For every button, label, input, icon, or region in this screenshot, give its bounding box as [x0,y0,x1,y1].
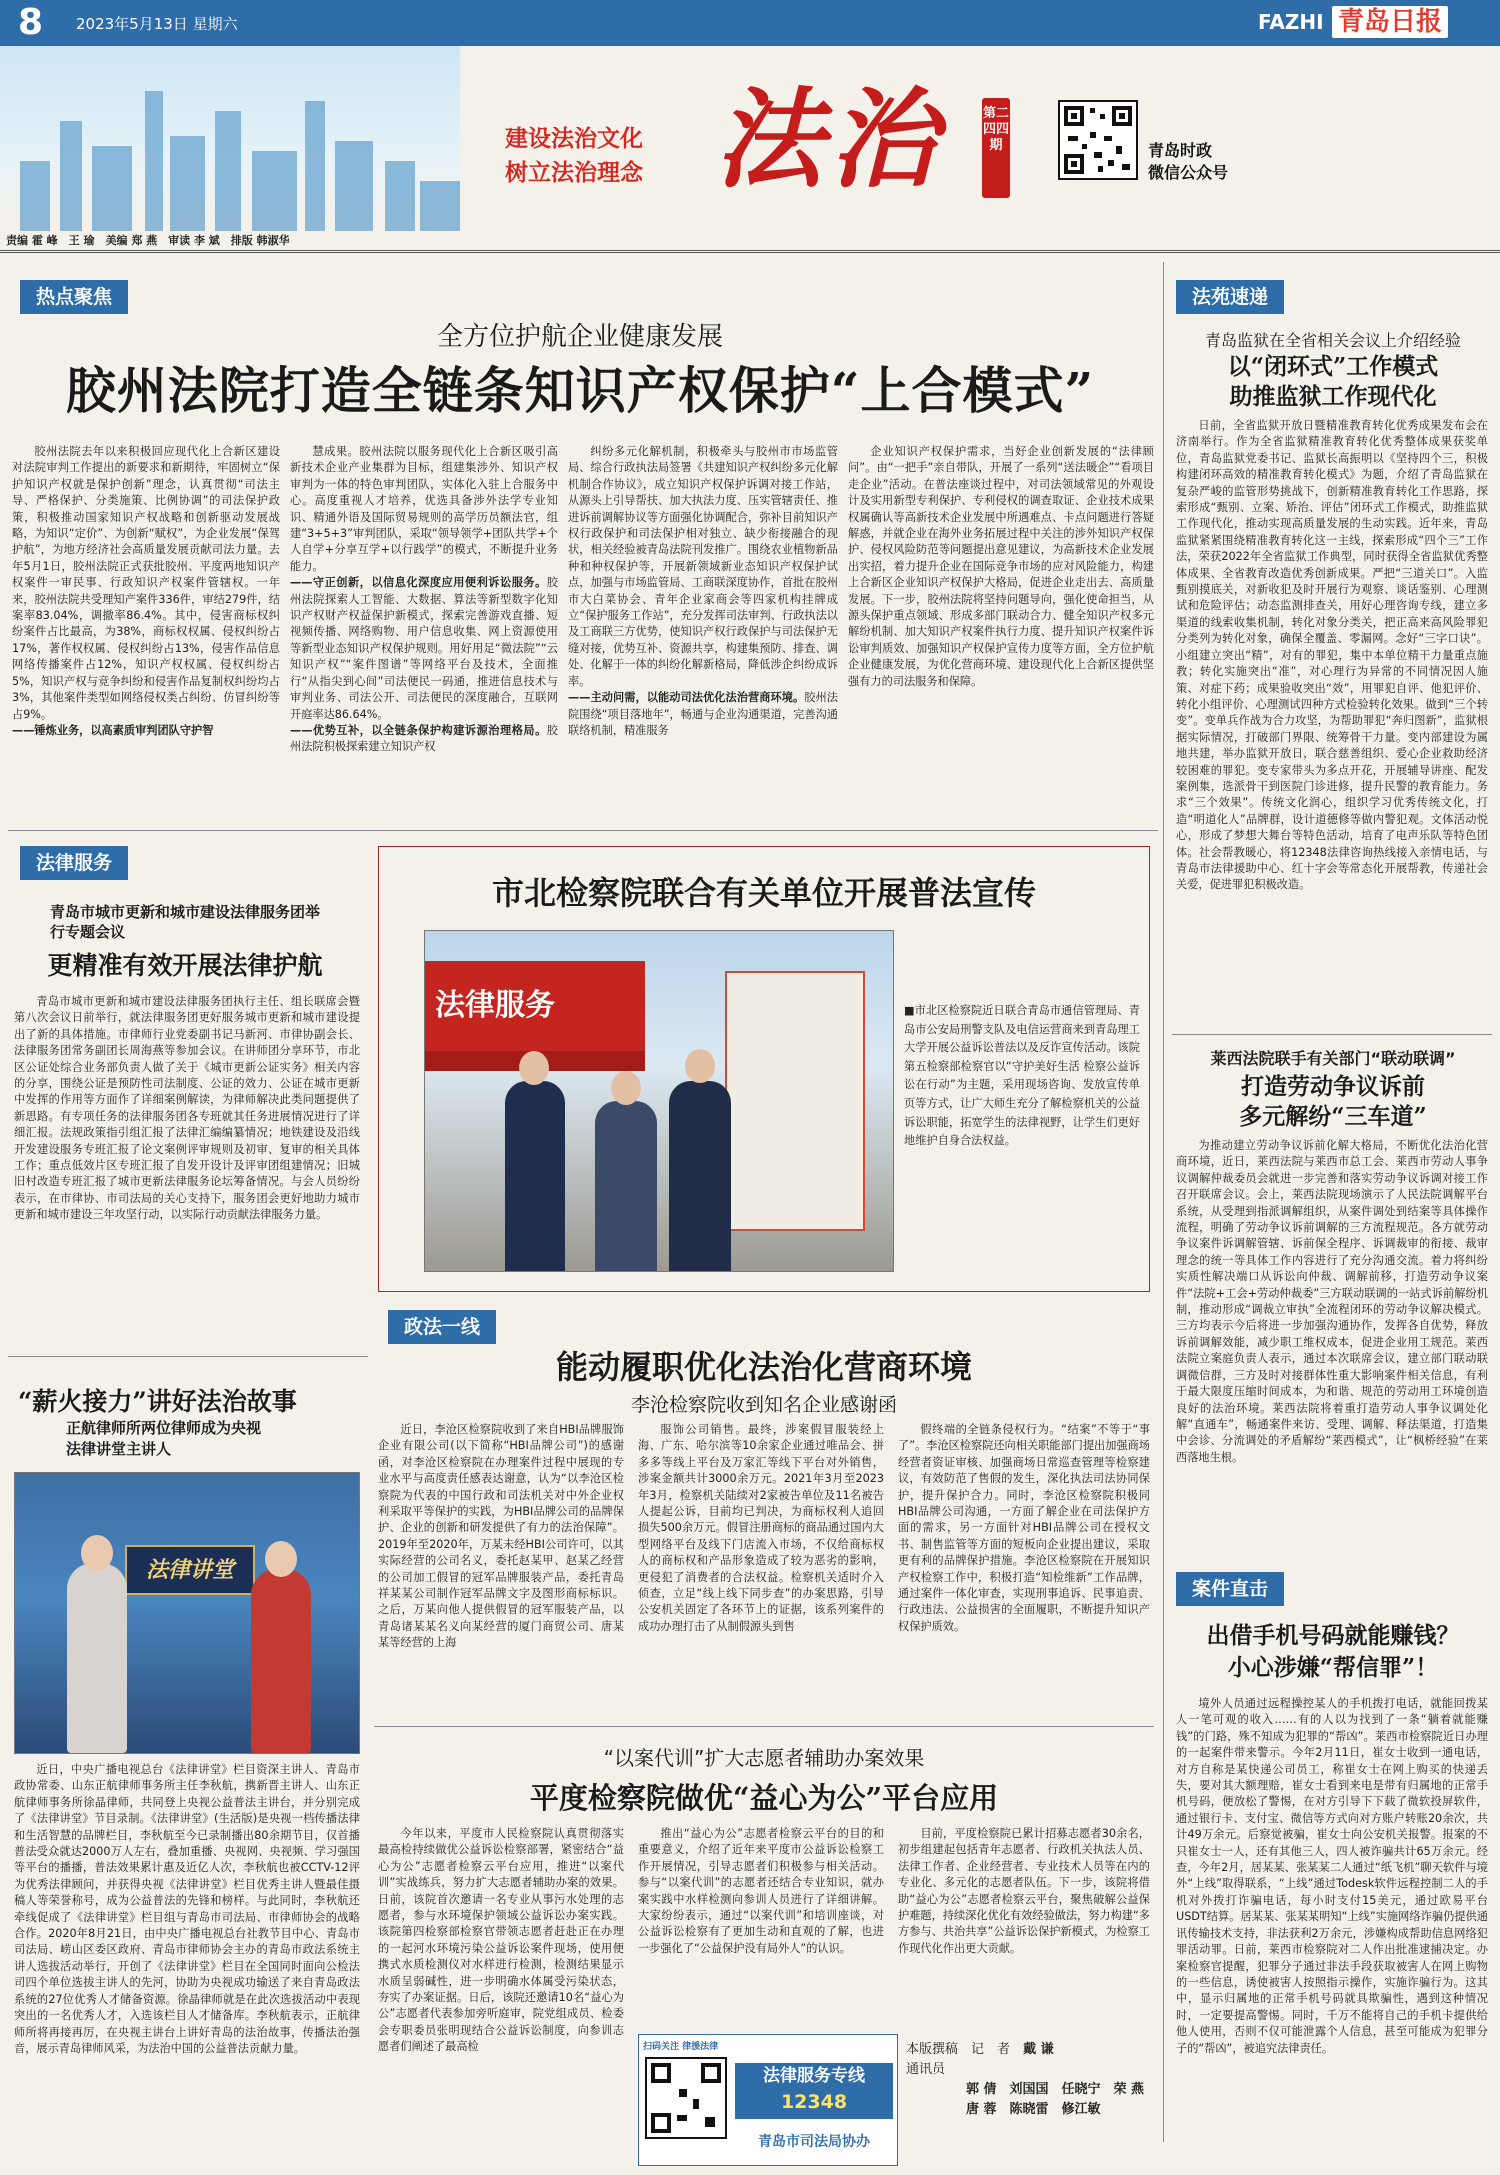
tag-hot-focus: 热点聚焦 [20,280,128,314]
student [595,1101,657,1272]
hotline-panel: 法律服务专线 12348 [735,2063,893,2119]
hotline-banner [638,2034,898,2166]
page-number: 8 [18,2,44,43]
contributors: 本版撰稿 记 者 戴 谦 通讯员 郭 倩 刘国国 任晓宁 荣 燕 唐 蓉 陈晓雷 修江敏 [906,2042,1158,2117]
pingdu-subtitle: “以案代训”扩大志愿者辅助办案效果 [603,1746,925,1770]
frontline-column-2: 服饰公司销售。最终，涉案假冒服装经上海、广东、哈尔滨等10余家企业通过唯品会、拼多多等线上平台及万家汇等线下平台对外销售，涉案金额共计3000余万元。2021年3月至2023年3月，检察机关陆续对2家被告单位及11名被告人提起公诉，目前均已判决，为商标权利人追回损失500余万元。假冒注册商标的商品通过国内大型网络平台及线下门店流入市场，不仅给商标权人的商标权和产品形象造成了较为恶劣的影响，更侵犯了消费者的合法权益。检察机关适时介入侦查，立足“线上线下同步查”的办案思路，引导公安机关固定了各环节上的证据，该系列案件的成功办理打击了从制假源头到售 [638,1423,884,1633]
prosecutor-1 [505,1081,565,1271]
tent-banner: 法律服务 [425,961,645,1051]
service-title: 更精准有效开展法律护航 [47,951,323,980]
editors-credit: 责编 霍 峰 王 瑜 美编 郑 燕 审读 李 斌 排版 韩淑华 [6,234,290,247]
story-title: “薪火接力”讲好法治故事 [18,1387,297,1416]
tag-legal-service: 法律服务 [20,846,128,880]
service-body: 青岛市城市更新和城市建设法律服务团执行主任、组长联席会暨第八次会议日前举行，就法律服务团更好服务城市更新和城市建设提出了新的具体措施。市律师行业党委副书记马新河、市律协副会长、法律服务团常务副团长周海燕等参加会议。在讲师团分享环节，市北区公证处综合业务部负责人做了关于《城市更新公证实务》相关内容的分享，围绕公证是预防性司法制度、公证的效力、公证在城市更新中发挥的作用等方面作了详细案例解读，为律师解决此类问题提供了新思路。有专项任务的法律服务团各专班就其任务进展情况进行了详细汇报。法规政策指引组汇报了法律汇编编纂情况；地铁建设及沿线开发建设服务专班汇报了论文案例评审规则及初审、复审的相关具体工作；重点低效片区专班汇报了自发开设计及评审团组建情况；旧城旧村改造专班汇报了城市更新法律服务论坛筹备情况。与会人员纷纷表示，在市律协、市司法局的关心支持下，服务团会更好地助力城市更新和城市建设三年攻坚行动，以实际行动贡献法律服务力量。 [14,995,360,1222]
service-divider [8,1356,368,1357]
presenter-left [67,1563,127,1753]
case-title: 出借手机号码就能赚钱？ 小心涉嫌“帮信罪”！ [1206,1622,1460,1681]
paper-logo: 青岛日报 [1332,6,1448,38]
lead-subtitle: 全方位护航企业健康发展 [436,322,723,352]
masthead-title: 法治 [715,77,944,203]
frontline-title: 能动履职优化法治化营商环境 [555,1348,972,1386]
story-photo [14,1472,360,1754]
lead-column-4: 企业知识产权保护需求，当好企业创新发展的“法律顾问”。由“一把手”亲自带队，开展了一系列“送法暖企”“看项目 走企业”活动。在普法座谈过程中，对司法领域常见的外观设计及实用新型专利保护、专利侵权的调查取证、企业技术成果权属确认等高新技术企业发展中所遇难点、卡点问题进行答疑解惑，并就企业在海外业务拓展过程中关注的涉外知识产权保护、侵权风险防范等问题提出意见建议，为高新技术企业发展出实招，着力提升企业在国际竞争市场的应对风险能力，构建上合新区企业知识产权保护大格局，促进企业走出去、高质量发展。下一步，胶州法院将坚持问题导向，强化使命担当，从源头保护重点领域、形成多部门联动合力、健全知识产权多元解纷机制、加大知识产权案件执行力度、提升知识产权案件诉讼审判质效、加强知识产权保护宣传力度等方面，全方位护航企业健康发展，为优化营商环境、建设现代化上合新区提供坚强有力的司法服务和保障。 [848,445,1154,688]
hotline-org: 青岛市司法局协办 [758,2134,870,2150]
masthead-slogan: 建设法治文化 树立法治理念 [505,126,643,186]
lead-column-3: 纠纷多元化解机制，积极牵头与胶州市市场监管局、综合行政执法局签署《共建知识产权纠纷多元化解机制合作协议》，成立知识产权保护诉调对接工作站，从源头上引导帮扶、加大执法力度、压实管辖责任、推进诉前调解协议等方面强化协调配合，弥补目前知识产权行政保护和司法保护相对独立、缺少衔接融合的现状，相关经验被青岛法院刊发推广。围绕农业植物新品种和种权保护等，开展新领域新业态知识产权保护试点，加强与市场监管局、工商联深度协作，首批在胶州市大白菜协会、青年企业家商会等四家机构挂牌成立“保护服务工作站”，充分发挥司法审判、行政执法以及工商联三方优势，使知识产权行政保护与司法保护无缝对接，优势互补、资源共享，构建集预防、排查、调处、化解于一体的纠纷化解新格局，降低涉企纠纷成诉率。 ——主动问需，以能动司法优化法治营商环境。胶州法院围绕“项目落地年”，畅通与企业沟通渠道，完善沟通联络机制，精准服务 [568,445,838,737]
service-lead: 青岛市城市更新和城市建设法律服务团举行专题会议 [50,903,321,941]
lead-column-1: 胶州法院去年以来积极回应现代化上合新区建设对法院审判工作提出的新要求和新期待，牢固树立“保护知识产权就是保护创新”理念，认真贯彻“司法主导、严格保护、分类施策、比例协调”的司法保护政策，积极推动国家知识产权战略和创新驱动发展战略，为知识“定价”、为创新“赋权”，为企业发展“保驾护航”，为地方经济社会高质量发展贡献司法力量。去年5月1日，胶州法院正式获批胶州、平度两地知识产权案件一审民事、行政知识产权案件管辖权。一年来，胶州法院共受理知产案件336件，审结279件，结案率83.04%，调撤率86.4%。其中，侵害商标权纠纷案件占比最高，为38%，商标权权属、侵权纠纷占17%，著作权权属、侵权纠纷占13%，侵害作品信息网络传播案件占12%，知识产权权属、侵权纠纷占5%，知识产权与竞争纠纷和侵害作品复制权纠纷均占3%，其他案件类型如网络侵权类占纠纷、仿冒纠纷等占9%。 ——锤炼业务，以高素质审判团队守护智 [12,445,280,737]
feature-caption: ■市北区检察院近日联合青岛市通信管理局、青岛市公安局刑警支队及电信运营商来到青岛理工大学开展公益诉讼普法以及反诈宣传活动。该院第五检察部检察官以“守护美好生活 检察公益诉讼在行动”为主题，采用现场咨询、发放宣传单页等方式，让广大师生充分了解检察机关的公益诉讼职能，拓宽学生的法律视野，让学生们更好地维护自身合法权益。 [904,1004,1140,1148]
story-lead: 正航律师所两位律师成为央视 法律讲堂主讲人 [66,1419,262,1458]
wechat-label: 青岛时政 微信公众号 [1148,141,1229,182]
tag-legal-express: 法苑速递 [1176,280,1284,314]
frontline-column-3: 假终端的全链条侵权行为。“结案”不等于“事了”。李沧区检察院还向相关职能部门提出加强商场经营者资证审核、加强商场日常巡查管理等检察建议，有效防范了售假的发生，深化执法司法协同保护，提升保护合力。同时，李沧区检察院积极同HBI品牌公司沟通，一方面了解企业在司法保护方面的需求，另一方面针对HBI品牌公司在授权文书、制售监管等方面的短板向企业提出建议，采取更有利的品牌保护措施。李沧区检察院在开展知识产权检察工作中，积极打造“知检维新”工作品牌，通过案件一体化审查，实现刑事追诉、民事追责、行政违法、公益损害的全面履职，不断提升知识产权保护质效。 [898,1423,1150,1633]
masthead-divider [0,250,1500,253]
express-body: 日前，全省监狱开放日暨精准教育转化优秀成果发布会在济南举行。作为全省监狱精准教育转化优秀整体成果获奖单位，青岛监狱党委书记、监狱长高振明以《坚持四个三，积极构建闭环高效的精准教育转化模式》为题，介绍了青岛监狱在复杂严峻的监管形势挑战下，创新精准教育转化工作思路，探索形成“甄别、立案、矫治、评估”闭环式工作模式，助推监狱工作现代化，推动实现高质量发展的生动实践。近年来，青岛监狱紧紧围绕精准教育转化这一主线，探索形成“四个三”工作法，荣获2022年全省监狱工作典型，同时获得全省监狱优秀整体成果、全省教育改造优秀创新成果。严把“三道关口”。入监甄别摸底关，对新收犯及时开展行为观察、谈话鉴别、心理测试和危险评估；动态监测排查关，用好心理咨询专线，建立多渠道的线索收集机制，转化对象分类关，把正高来高风险罪犯分类列为转化对象，确保全覆盖、零漏网。念好“三字口诀”。小组建立突出“精”，对有的罪犯，集中本单位精干力量重点施教；转化实施突出“准”，对心理行为异常的不同情况因人施策、对症下药；成果验收突出“效”，用罪犯自评、他犯评价、转化小组评价、心理测试四种方式检验转化效果。做到“三个转变”。变单兵作战为合力攻坚，为帮助罪犯“奔归图新”，监狱根据实际情况，打破部门界限、统筹骨干力量。变内部建设为属地共建，举办监狱开放日，联合慈善组织、爱心企业救助经济较困难的罪犯。变专家带头为多点开花，开展辅导讲座、配发案例集，选派骨干到医院门诊进修，提升民警的教育能力。务求“三个效果”。传统文化润心，组织学习优秀传统文化，打造“明道化人”品牌群，设计道德修等做内警犯观。文体活动悦心，形成了梦想大舞台等特色活动，培育了电声乐队等特色团体。社会帮教暖心，将12348法律咨询热线接入亲情电话，与青岛市法律援助中心、红十字会等常态化开展帮教，传递社会关爱，促进罪犯积极改造。 [1176,419,1488,892]
issue-date: 2023年5月13日 星期六 [76,15,238,33]
right-column-divider [1163,262,1164,2142]
express-lead-2: 莱西法院联手有关部门“联动联调” [1210,1049,1456,1068]
express-title-2: 打造劳动争议诉前 多元解纷“三车道” [1239,1073,1427,1130]
lead-title: 胶州法院打造全链条知识产权保护“上合模式” [65,361,1095,420]
tv-show-sign: 法律讲堂 [125,1545,255,1595]
issue-number: 第二四四期 [982,98,1010,198]
express-body-2: 为推动建立劳动争议诉前化解大格局，不断优化法治化营商环境，近日，莱西法院与莱西市总工会、莱西市劳动人事争议调解仲裁委员会就进一步完善和落实劳动争议诉调对接工作召开联席会议。会上，莱西法院现场演示了人民法院调解平台系统，从受理到指派调解组织，从案件调处到结案等具体操作流程，明确了劳动争议诉前调解的三方流程规范。各方就劳动争议案件诉调解管辖、诉前保全程序、诉调裁审的衔接、裁审理念的统一等具体工作内容进行了充分沟通交流。着力将纠纷实质性解决端口从诉讼向仲裁、调解前移，打造劳动争议案件“法院+工会+劳动仲裁委”三方联动联调的一站式诉前解纷机制，推动形成“调裁立审执”全流程闭环的劳动争议解决模式。三方均表示今后将进一步加强沟通协作，发挥各自优势，释放诉前调解效能，减少职工维权成本，促进企业用工规范。莱西法院立案庭负责人表示，通过本次联席会议，建立部门联动联调微信群，三方及时对接群体性重大影响案件相关信息，有利于最大限度压缩时间成本，为和谐、规范的劳动用工环境创造良好的法治环境。莱西法院将着重打造劳动人事争议调处化解“直通车”，畅通案件来访、受理、调解、释法渠道，打造集中会诊、分流调处的矛盾解纷“莱西模式”，让“枫桥经验”在莱西落地生根。 [1176,1139,1488,1464]
case-body: 境外人员通过远程操控某人的手机拨打电话，就能回拨某人一笔可观的收入……有的人以为找到了一条“躺着就能赚钱”的门路，殊不知成为犯罪的“帮凶”。莱西市检察院近日办理的一起案件带来警示。今年2月11日，崔女士收到一通电话，对方自称是某快递公司员工，称崔女士在网上购买的快递丢失，要对其大额理赔，崔女士看到来电是带有归属地的正常手机号码，便放松了警惕，在对方引导下下载了微软投屏软件，通过银行卡、支付宝、微信等方式向对方账户转账20余次，共计49万余元。后察觉被骗，崔女士向公安机关报警。报案的不只崔女士一人，还有其他三人，四人被诈骗共计65万余元。经查，今年2月，居某某、张某某二人通过“纸飞机”聊天软件与境外“上线”取得联系，“上线”通过Todesk软件远程控制二人的手机对外拨打诈骗电话，每小时支付15美元，通过欧易平台USDT结算。居某某、张某某明知“上线”实施网络诈骗仍提供通讯传输技术支持，非法获利2万余元，涉嫌构成帮助信息网络犯罪活动罪。日前，莱西市检察院对二人作出批准逮捕决定。办案检察官提醒，犯罪分子通过非法手段获取被害人在网上购物的一些信息，诱使被害人按照指示操作，实施诈骗行为。这其中，显示归属地的正常手机号码就具欺骗性，遇到这种情况时，一定要提高警惕。同时，千万不能将自己的手机卡提供给他人使用，否则不仅可能泄露个人信息，甚至可能成为犯罪分子的“帮凶”，被追究法律责任。 [1176,1697,1488,2055]
presenter-right [251,1569,311,1753]
tag-case: 案件直击 [1176,1572,1284,1606]
express-title: 以“闭环式”工作模式 助推监狱工作现代化 [1227,353,1439,410]
story-body: 近日，中央广播电视总台《法律讲堂》栏目资深主讲人、青岛市政协常委、山东正航律师事务所主任李秋航，携新晋主讲人、山东正航律师事务所徐晶律师，共同登上央视公益普法主讲台，并分别完成了《法律讲堂》节目录制。《法律讲堂》(生活版)是央视一档传播法律和生活智慧的品牌栏目，李秋航至今已录制播出80余期节目，仅首播普法受众就达2000万人左右，叠加重播、央视网、央视频、学习强国等平台的播播，普法效果累计惠及近亿人次，李秋航也被CCTV-12评为优秀法律顾问，并获得央视《法律讲堂》栏目优秀主讲人暨最佳摄稿人等荣誉称号，成为公益普法的先锋和榜样。与此同时，李秋航还牵线促成了《法律讲堂》栏目组与青岛市司法局、市律师协会的战略合作。2020年8月21日，由中央广播电视总台社教节目中心、青岛市司法局、崂山区委区政府、青岛市律师协会主办的青岛市政法系统主讲人选拔活动举行，开创了《法律讲堂》栏目在全国同时面向公检法司四个单位选拔主讲人的先河，协助为央视成功输送了来自青岛政法系统的27位优秀人才储备资源。徐晶律师就是在此次选拔活动中表现突出的一名优秀人才，入选该栏目人才储备库。李秋航表示，正航律师所将再接再厉，在央视主讲台上讲好青岛的法治故事，传播法治强音，展示青岛律师风采，为法治中国的公益普法贡献力量。 [14,1763,360,2055]
city-skyline-image [0,46,460,231]
hotline-qr-icon[interactable] [645,2057,727,2139]
section-name-en: FAZHI [1258,10,1324,34]
feature-photo [424,930,894,1272]
frontline-subtitle: 李沧检察院收到知名企业感谢函 [630,1394,897,1416]
pingdu-column-3: 目前，平度检察院已累计招募志愿者30余名，初步组建起包括青年志愿者、行政机关执法人员、法律工作者、企业经营者、专业技术人员等在内的专业化、多元化的志愿者队伍。下一步，该院将借助“益心为公”志愿者检察云平台，聚焦破解公益保护难题，持续深化优化有效经验做法，努力构建“多方参与、共治共享”公益诉讼保护新模式，为检察工作现代化作出更大贡献。 [898,1827,1150,1955]
express-divider [1172,1034,1492,1035]
qr-code-icon[interactable] [1058,100,1138,180]
prosecutor-2 [669,1081,731,1272]
lead-column-2: 慧成果。胶州法院以服务现代化上合新区吸引高新技术企业产业集群为目标，组建集涉外、知识产权审判为一体的特色审判团队，实体化入驻上合服务中心。高度重视人才培养，优选具备涉外法学专业知识、精通外语及国际贸易规则的高学历员额法官，组建“3+5+3”审判团队，采取“领导领学+团队共学+个人自学+分享互学+以行践学”的模式，不断提升业务能力。 ——守正创新，以信息化深度应用便利诉讼服务。胶州法院探索人工智能、大数据、算法等新型数字化知识产权财产权益保护新模式，探索完善游戏直播、短视频传播、网络购物、用户信息收集、网上资源使用等新型业态知识产权保护规则。用好用足“微法院”“云知识产权”“案件图谱”等网络平台及技术，全面推行“从指尖到心间”司法便民一码通，推进信息技术与审判业务、司法公开、司法便民的深度融合，互联网开庭率达86.64%。 ——优势互补，以全链条保护构建诉源治理格局。胶州法院积极探索建立知识产权 [290,445,558,754]
frontline-column-1: 近日，李沧区检察院收到了来自HBI品牌服饰企业有限公司(以下简称“HBI品牌公司”)的感谢函，对李沧区检察院在办理案件过程中展现的专业水平与高度责任感表达谢意，认为“以李沧区检察院为代表的中国行政和司法机关对中外企业权利采取平等保护的实践，为HBI品牌公司的品牌保护、企业的创新和研发提供了有力的法治保障”。2019年至2020年，万某未经HBI公司许可，以其实际经营的公司名义，委托赵某甲、赵某乙经营的公司加工假冒的冠军品牌服装产品，委托青岛祥某某公司制作冠军品牌文字及图形商标标识。之后，万某向他人提供假冒的冠军服装产品，以青岛诸某某名义向某经营的厦门商贸公司、唐某某等经营的上海 [378,1423,624,1650]
feature-title: 市北检察院联合有关单位开展普法宣传 [491,874,1036,912]
pingdu-column-2: 推出“益心为公”志愿者检察云平台的目的和重要意义，介绍了近年来平度市公益诉讼检察工作开展情况，引导志愿者们积极参与相关活动。参与“以案代训”的志愿者还结合专业知识，就办案实践中水样检测向参训人员进行了详细讲解。大家纷纷表示，通过“以案代训”和培训座谈，对公益诉讼检察有了更加生动和直观的了解，也进一步强化了“公益保护没有局外人”的认识。 [638,1827,884,1955]
hotline-scan-label: 扫码关注 律援法律 [643,2042,719,2052]
pingdu-title: 平度检察院做优“益心为公”平台应用 [529,1781,999,1815]
tag-frontline: 政法一线 [388,1310,496,1344]
lead-bottom-divider [8,830,1158,831]
frontline-divider [374,1726,1154,1727]
hotline-number: 12348 [780,2091,848,2113]
pingdu-column-1: 今年以来，平度市人民检察院认真贯彻落实最高检持续做优公益诉讼检察部署，紧密结合“益心为公”志愿者检察云平台应用，推进“以案代训”实战练兵，努力扩大志愿者辅助办案的效果。日前，该院首次邀请一名专业从事污水处理的志愿者，参与水环境保护领域公益诉讼办案实践。该院第四检察部检察官带领志愿者赶赴正在办理的一起河水环境污染公益诉讼案件现场，使用便携式水质检测仪对水样进行检测，检测结果显示水质呈弱碱性，进一步明确水体属受污染状态，夯实了办案证据。日后，该院还邀请10名“益心为公”志愿者代表参加旁听庭审，院党组成员、检委会专职委员张明现结合公益诉讼制度，向参训志愿者们阐述了最高检 [378,1827,624,2054]
express-lead: 青岛监狱在全省相关会议上介绍经验 [1204,331,1461,350]
